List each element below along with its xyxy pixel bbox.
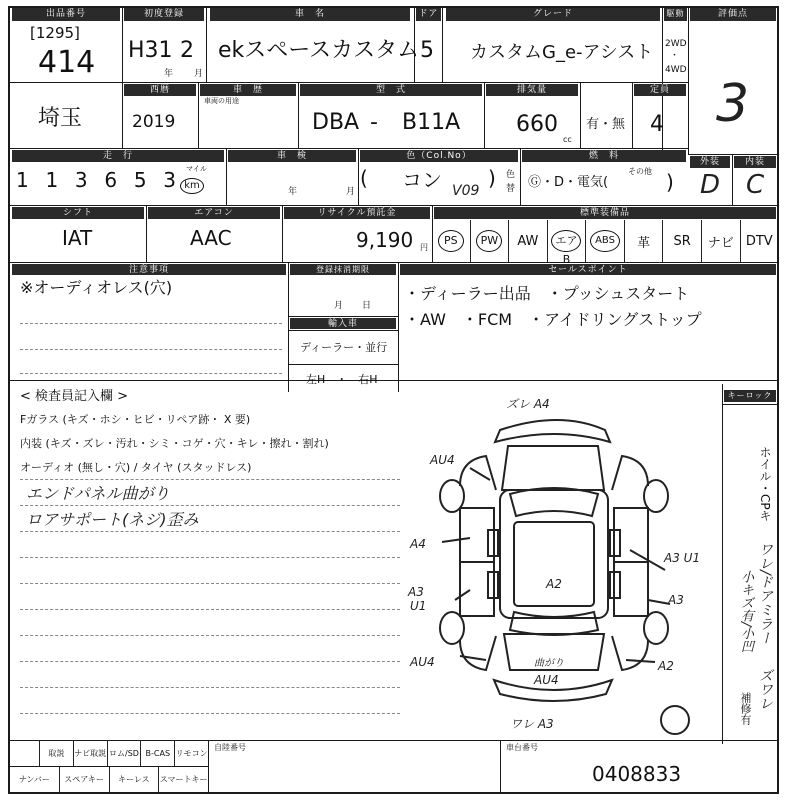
fuel: Ⓖ・D・電気( — [528, 175, 609, 190]
expiry-day: 日 — [362, 301, 372, 311]
reg-era: H31 — [128, 38, 173, 63]
side-note-2: ワレ/ドアミラー — [757, 542, 773, 645]
recycle-label: リサイクル預託金 — [284, 207, 430, 219]
cc-label: 排気量 — [486, 84, 578, 96]
shaken-label: 車 検 — [228, 150, 356, 162]
mileage-digits — [16, 168, 176, 198]
footer-items-row-1 — [10, 741, 208, 766]
car-damage-diagram — [408, 390, 710, 740]
sales-label: セールスポイント — [400, 264, 776, 275]
inspection-hand-1: エンドパネル曲がり — [26, 484, 170, 503]
car-name: ekスペースカスタム — [218, 38, 420, 63]
fuel-other: その他 — [628, 167, 652, 176]
color-paren-l: ( — [360, 166, 368, 190]
handle-side: 左H ・ 右H — [306, 373, 378, 386]
drive-dot: ・ — [670, 51, 680, 61]
int-label: 内装 — [734, 156, 776, 168]
int-score: C — [746, 170, 765, 200]
side-note-4: 小キズ有/小凹 — [738, 570, 753, 653]
grade-label: グレード — [446, 8, 660, 21]
eval-label: 評価点 — [690, 8, 776, 21]
footer-item: スマートキー — [159, 775, 208, 784]
footer-item: B-CAS — [141, 741, 175, 766]
ext-score: D — [700, 170, 721, 200]
mileage-digit: 3 — [163, 168, 176, 192]
diagram-mark: U1 — [410, 599, 427, 613]
year-mark: 年 — [164, 69, 174, 79]
equip-item: 革 — [625, 220, 664, 262]
mileage-digit: 6 — [104, 168, 118, 192]
footer-item: ロム/SD — [108, 741, 142, 766]
equip-item: エアB — [551, 230, 581, 252]
caution-text: ※オーディオレス(穴) — [20, 278, 173, 297]
inspection-hand-2: ロアサポート(ネジ)歪み — [26, 510, 199, 529]
lot-number: 414 — [38, 45, 96, 80]
recycle: 9,190 — [356, 228, 414, 252]
equip-cell — [471, 220, 510, 262]
equip-item: SR — [663, 220, 702, 262]
lot-sub: [1295] — [30, 24, 80, 42]
equipment-list — [432, 220, 778, 266]
color-code: V09 — [452, 183, 480, 199]
footer-item: リモコン — [175, 749, 208, 758]
inspection-interior: 内装 (キズ・ズレ・汚れ・シミ・コゲ・穴・キレ・擦れ・割れ) — [20, 437, 329, 450]
cc-unit: cc — [563, 135, 572, 144]
caution-label: 注意事項 — [12, 264, 286, 275]
equip-cell — [432, 220, 471, 262]
shift-label: シフト — [12, 207, 144, 219]
footer-item: キーレス — [110, 767, 160, 792]
name-label: 車 名 — [210, 8, 410, 21]
diagram-mark: ワレ A3 — [510, 717, 554, 731]
diagram-mark: A3 — [668, 593, 684, 607]
inspection-title: < 検査員記入欄 > — [20, 389, 129, 404]
shaken-year-mark: 年 — [288, 187, 298, 197]
year-2019: 2019 — [132, 112, 176, 132]
equip-label: 標準装備品 — [434, 207, 776, 219]
yen: 円 — [420, 243, 428, 252]
turbo: 有・無 — [586, 117, 626, 132]
ext-label: 外装 — [690, 156, 730, 168]
diagram-mark: A2 — [546, 577, 562, 591]
color-label: 色（Col.No） — [360, 150, 518, 162]
ac: AAC — [190, 226, 232, 250]
equip-item: ABS — [590, 230, 620, 252]
region: 埼玉 — [38, 106, 83, 131]
equip-cell — [548, 220, 587, 266]
side-note-1: ホイル・CPキ — [758, 446, 772, 522]
model-prefix: DBA — [312, 110, 360, 135]
side-note-3: ズワレ — [757, 668, 773, 710]
reg-month: 2 — [180, 38, 194, 63]
model-dash: - — [370, 110, 378, 135]
history-label: 車 歴 — [200, 84, 296, 96]
eval-score: 3 — [716, 74, 750, 134]
diagram-mark: AU4 — [534, 673, 559, 687]
cc-value: 660 — [516, 112, 558, 137]
route-label: 自陸番号 — [214, 743, 246, 752]
diagram-mark: A3 U1 — [664, 551, 701, 565]
month-mark: 月 — [194, 69, 204, 79]
diagram-mark: A3 — [408, 585, 424, 599]
side-note-5: 補修有 — [739, 692, 752, 725]
mile-label: マイル — [186, 165, 207, 173]
footer-item: スペアキー — [60, 767, 110, 792]
import-dealer: ディーラー・並行 — [300, 341, 388, 354]
diagram-mark: AU4 — [410, 655, 435, 669]
expiry-label: 登録抹消期限 — [290, 264, 396, 275]
drive-2wd: 2WD — [665, 39, 687, 49]
history-sub: 車両の用途 — [204, 97, 239, 105]
diagram-mark: A2 — [658, 659, 674, 673]
footer-item: 取説 — [40, 741, 74, 766]
equip-item: AW — [509, 220, 548, 262]
expiry-month: 月 — [334, 301, 344, 311]
sales-line-2: ・AW ・FCM ・アイドリングストップ — [404, 310, 702, 329]
color-name: コン — [402, 168, 442, 192]
doors: 5 — [420, 38, 434, 63]
equip-item: DTV — [745, 233, 773, 249]
mileage-digit: 3 — [74, 168, 88, 192]
drive-4wd: 4WD — [665, 65, 687, 75]
fuel-label: 燃 料 — [522, 150, 686, 162]
footer-item: ナビ取説 — [74, 741, 108, 766]
mileage-digit: 5 — [133, 168, 147, 192]
mileage-digit: 1 — [16, 168, 29, 192]
reg-label: 初度登録 — [124, 8, 204, 21]
door-label: ドア — [416, 8, 441, 21]
chassis-number: 0408833 — [592, 762, 682, 786]
sales-line-1: ・ディーラー出品 ・プッシュスタート — [404, 284, 690, 303]
equip-item: PS — [438, 230, 464, 252]
diagram-mark: 曲がり — [534, 658, 564, 669]
fuel-close: ) — [666, 170, 674, 194]
mileage-digit: 1 — [45, 168, 59, 192]
model: B11A — [402, 110, 461, 135]
chassis-label: 車台番号 — [506, 743, 538, 752]
color-change: 色替 — [506, 170, 516, 194]
shaken-month-mark: 月 — [346, 187, 356, 197]
model-label: 型 式 — [300, 84, 482, 96]
diagram-mark: AU4 — [430, 453, 455, 467]
km-label: km — [180, 178, 204, 194]
keyless-label: キーロック — [724, 390, 776, 402]
color-paren-r: ) — [488, 166, 496, 190]
equip-item: ナビ — [702, 220, 741, 262]
equip-item: PW — [476, 230, 502, 252]
seireki-label: 西暦 — [124, 84, 196, 96]
import-label: 輸入車 — [290, 318, 396, 329]
diagram-mark: ズレ A4 — [506, 397, 550, 411]
footer-items-row-2 — [10, 767, 208, 792]
grade: カスタムG_e-アシスト — [470, 42, 654, 63]
capacity: 4 — [650, 112, 664, 137]
lot-label: 出品番号 — [12, 8, 120, 21]
ac-label: エアコン — [148, 207, 280, 219]
equip-cell — [586, 220, 625, 262]
inspection-glass: Fガラス (キズ・ホシ・ヒビ・リペア跡・ X 要) — [20, 413, 251, 426]
diagram-mark: A4 — [410, 537, 426, 551]
capacity-label: 定員 — [634, 84, 686, 96]
mileage-label: 走 行 — [12, 150, 224, 162]
inspection-audio: オーディオ (無し・穴) / タイヤ (スタッドレス) — [20, 461, 252, 474]
drive-label: 駆動 — [664, 8, 687, 21]
footer-item: ナンバー — [10, 767, 60, 792]
shift: IAT — [62, 226, 93, 250]
